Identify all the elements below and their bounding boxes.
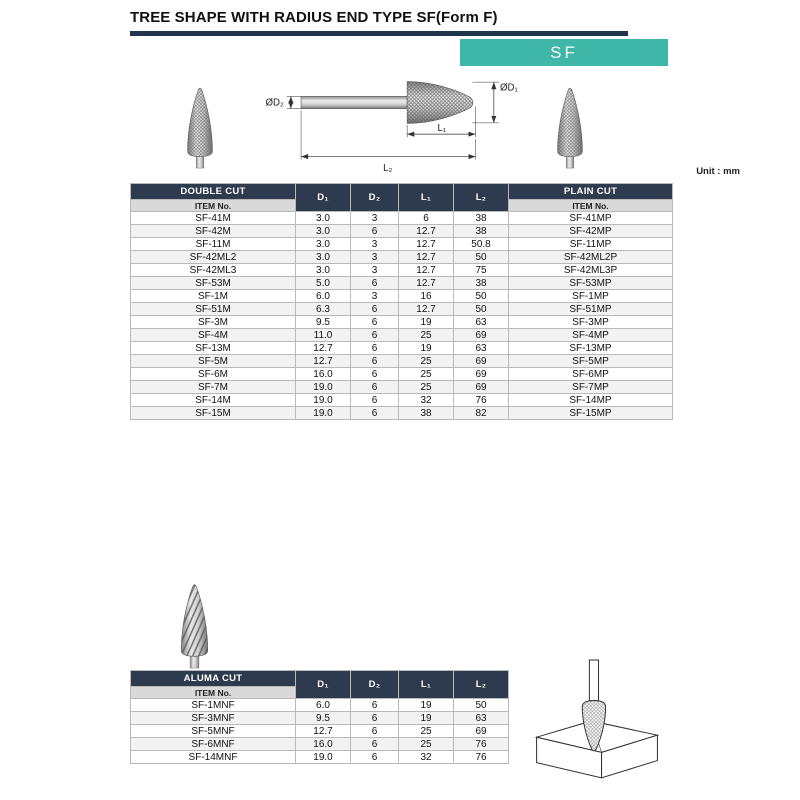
table-row (131, 725, 509, 738)
l1-value: 38 (399, 407, 454, 420)
l1-value: 12.7 (399, 238, 454, 251)
d1-value: 9.5 (296, 712, 351, 725)
d1-value: 11.0 (296, 329, 351, 342)
l2-value: 50.8 (454, 238, 509, 251)
d2-value: 6 (351, 355, 399, 368)
l2-value: 63 (454, 316, 509, 329)
d1-value: 3.0 (296, 251, 351, 264)
l1-value: 25 (399, 329, 454, 342)
item-no-double-cut: SF-7M (131, 381, 296, 394)
header-l1: L₁ (399, 671, 454, 699)
header-l1: L₁ (399, 184, 454, 212)
unit-label: Unit : mm (696, 166, 740, 177)
d2-value: 6 (351, 342, 399, 355)
item-no-plain-cut: SF-7MP (509, 381, 673, 394)
l1-value: 25 (399, 355, 454, 368)
d1-value: 3.0 (296, 238, 351, 251)
l1-value: 25 (399, 738, 454, 751)
l1-value: 25 (399, 381, 454, 394)
item-no-double-cut: SF-6M (131, 368, 296, 381)
table-row (131, 394, 673, 407)
d1-value: 6.0 (296, 699, 351, 712)
d1-value: 19.0 (296, 394, 351, 407)
table-row (131, 751, 509, 764)
header-d1: D₁ (296, 184, 351, 212)
d2-value: 6 (351, 381, 399, 394)
item-no-plain-cut: SF-13MP (509, 342, 673, 355)
l1-value: 19 (399, 712, 454, 725)
l1-value: 12.7 (399, 225, 454, 238)
technical-drawing (252, 76, 548, 178)
item-no-plain-cut: SF-6MP (509, 368, 673, 381)
l2-value: 69 (454, 381, 509, 394)
table-row (131, 238, 673, 251)
l2-value: 82 (454, 407, 509, 420)
d1-value: 6.0 (296, 290, 351, 303)
series-banner (460, 39, 668, 66)
item-no-aluma: SF-1MNF (131, 699, 296, 712)
table-row (131, 277, 673, 290)
aluma-cut-table (130, 670, 509, 764)
d2-value: 6 (351, 329, 399, 342)
subheader-item-no-double: ITEM No. (131, 200, 296, 212)
l1-value: 6 (399, 212, 454, 225)
d1-value: 16.0 (296, 368, 351, 381)
table-row (131, 316, 673, 329)
d2-value: 6 (351, 712, 399, 725)
d1-value: 12.7 (296, 355, 351, 368)
item-no-aluma: SF-3MNF (131, 712, 296, 725)
item-no-plain-cut: SF-5MP (509, 355, 673, 368)
item-no-plain-cut: SF-15MP (509, 407, 673, 420)
header-aluma-cut: ALUMA CUT (131, 671, 296, 687)
d1-value: 6.3 (296, 303, 351, 316)
table-row (131, 264, 673, 277)
l2-value: 50 (454, 251, 509, 264)
d2-value: 6 (351, 725, 399, 738)
d2-value: 6 (351, 407, 399, 420)
l2-value: 76 (454, 751, 509, 764)
item-no-double-cut: SF-4M (131, 329, 296, 342)
page-title: TREE SHAPE WITH RADIUS END TYPE SF(Form F) (130, 9, 498, 26)
d1-value: 3.0 (296, 212, 351, 225)
table-row (131, 342, 673, 355)
item-no-aluma: SF-14MNF (131, 751, 296, 764)
d1-value: 19.0 (296, 407, 351, 420)
l1-value: 25 (399, 368, 454, 381)
d2-value: 3 (351, 238, 399, 251)
table-row (131, 212, 673, 225)
item-no-double-cut: SF-1M (131, 290, 296, 303)
item-no-plain-cut: SF-42ML2P (509, 251, 673, 264)
item-no-plain-cut: SF-11MP (509, 238, 673, 251)
l2-value: 69 (454, 725, 509, 738)
l2-value: 75 (454, 264, 509, 277)
table-row (131, 712, 509, 725)
application-illustration (528, 658, 666, 790)
l2-value: 76 (454, 738, 509, 751)
l2-value: 50 (454, 303, 509, 316)
item-no-plain-cut: SF-3MP (509, 316, 673, 329)
l2-value: 63 (454, 712, 509, 725)
table-row (131, 699, 509, 712)
item-no-aluma: SF-5MNF (131, 725, 296, 738)
table-row (131, 303, 673, 316)
title-divider (130, 31, 628, 36)
d2-value: 6 (351, 699, 399, 712)
table-row (131, 407, 673, 420)
l1-value: 16 (399, 290, 454, 303)
item-no-double-cut: SF-51M (131, 303, 296, 316)
item-no-double-cut: SF-42M (131, 225, 296, 238)
d1-value: 16.0 (296, 738, 351, 751)
d2-value: 6 (351, 394, 399, 407)
dim-label-shank-diameter: ØD₂ (265, 97, 284, 109)
l2-value: 38 (454, 277, 509, 290)
d2-value: 6 (351, 303, 399, 316)
item-no-double-cut: SF-53M (131, 277, 296, 290)
item-no-plain-cut: SF-4MP (509, 329, 673, 342)
dim-label-head-length: L₁ (437, 123, 447, 135)
burr-photo-plain-cut (550, 84, 590, 170)
item-no-double-cut: SF-41M (131, 212, 296, 225)
d1-value: 9.5 (296, 316, 351, 329)
item-no-double-cut: SF-42ML3 (131, 264, 296, 277)
item-no-double-cut: SF-11M (131, 238, 296, 251)
d2-value: 6 (351, 225, 399, 238)
dim-label-overall-length: L₂ (383, 162, 393, 174)
item-no-plain-cut: SF-41MP (509, 212, 673, 225)
d2-value: 3 (351, 251, 399, 264)
l2-value: 69 (454, 355, 509, 368)
l1-value: 32 (399, 394, 454, 407)
l1-value: 12.7 (399, 303, 454, 316)
header-double-cut: DOUBLE CUT (131, 184, 296, 200)
header-d2: D₂ (351, 671, 399, 699)
l1-value: 19 (399, 316, 454, 329)
l1-value: 25 (399, 725, 454, 738)
item-no-double-cut: SF-14M (131, 394, 296, 407)
subheader-item-no-aluma: ITEM No. (131, 687, 296, 699)
item-no-plain-cut: SF-14MP (509, 394, 673, 407)
d1-value: 12.7 (296, 342, 351, 355)
d2-value: 6 (351, 738, 399, 751)
table-row (131, 329, 673, 342)
l2-value: 69 (454, 329, 509, 342)
d1-value: 19.0 (296, 751, 351, 764)
table-row (131, 251, 673, 264)
l2-value: 50 (454, 699, 509, 712)
item-no-double-cut: SF-13M (131, 342, 296, 355)
burr-photo-aluma-cut (172, 580, 218, 670)
header-d1: D₁ (296, 671, 351, 699)
l2-value: 38 (454, 212, 509, 225)
item-no-double-cut: SF-3M (131, 316, 296, 329)
d2-value: 3 (351, 290, 399, 303)
d1-value: 5.0 (296, 277, 351, 290)
table-row (131, 368, 673, 381)
l2-value: 76 (454, 394, 509, 407)
d1-value: 12.7 (296, 725, 351, 738)
d2-value: 6 (351, 751, 399, 764)
d1-value: 3.0 (296, 225, 351, 238)
d2-value: 3 (351, 264, 399, 277)
d2-value: 6 (351, 368, 399, 381)
table-row (131, 290, 673, 303)
dim-label-head-diameter: ØD₁ (499, 82, 518, 94)
item-no-plain-cut: SF-42ML3P (509, 264, 673, 277)
l2-value: 38 (454, 225, 509, 238)
item-no-aluma: SF-6MNF (131, 738, 296, 751)
item-no-plain-cut: SF-42MP (509, 225, 673, 238)
header-d2: D₂ (351, 184, 399, 212)
l2-value: 63 (454, 342, 509, 355)
d2-value: 6 (351, 277, 399, 290)
item-no-plain-cut: SF-51MP (509, 303, 673, 316)
l1-value: 12.7 (399, 264, 454, 277)
header-l2: L₂ (454, 184, 509, 212)
table-row (131, 355, 673, 368)
d1-value: 19.0 (296, 381, 351, 394)
burr-photo-double-cut (180, 84, 220, 170)
l2-value: 50 (454, 290, 509, 303)
item-no-double-cut: SF-42ML2 (131, 251, 296, 264)
d2-value: 6 (351, 316, 399, 329)
series-tag: SF (550, 43, 578, 62)
l1-value: 12.7 (399, 251, 454, 264)
item-no-double-cut: SF-5M (131, 355, 296, 368)
double-plain-cut-table (130, 183, 673, 420)
item-no-plain-cut: SF-53MP (509, 277, 673, 290)
item-no-plain-cut: SF-1MP (509, 290, 673, 303)
l1-value: 19 (399, 342, 454, 355)
l1-value: 32 (399, 751, 454, 764)
d2-value: 3 (351, 212, 399, 225)
subheader-item-no-plain: ITEM No. (509, 200, 673, 212)
item-no-double-cut: SF-15M (131, 407, 296, 420)
table-row (131, 225, 673, 238)
header-plain-cut: PLAIN CUT (509, 184, 673, 200)
d1-value: 3.0 (296, 264, 351, 277)
table-row (131, 738, 509, 751)
table-row (131, 381, 673, 394)
l1-value: 12.7 (399, 277, 454, 290)
l2-value: 69 (454, 368, 509, 381)
l1-value: 19 (399, 699, 454, 712)
header-l2: L₂ (454, 671, 509, 699)
